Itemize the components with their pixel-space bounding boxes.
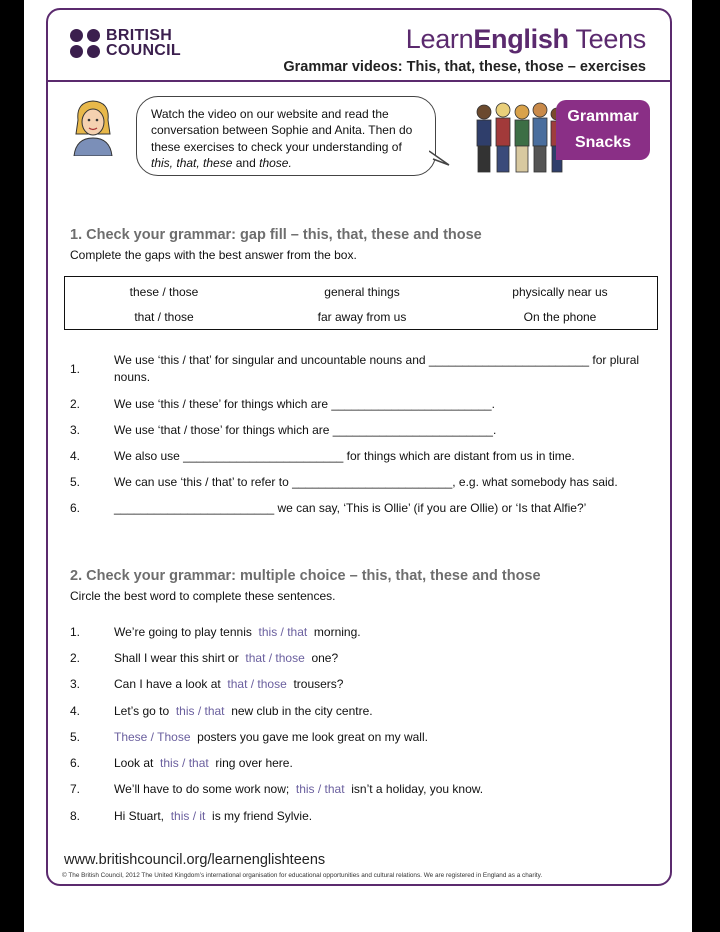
- sheet-title: Grammar videos: This, that, these, those – exercises: [283, 59, 646, 75]
- mc-number: 1.: [70, 625, 81, 639]
- footer-url[interactable]: www.britishcouncil.org/learnenglishteens: [64, 852, 326, 868]
- mc-option[interactable]: this / it: [170, 809, 206, 823]
- teacher-avatar-icon: [68, 98, 118, 156]
- gapfill-number: 4.: [70, 449, 81, 463]
- box-option: On the phone: [523, 310, 597, 324]
- intro-speech-bubble: Watch the video on our website and read the conversation between Sophie and Anita. Then do these exercises to check your understanding of this, that, these and those.: [136, 96, 436, 176]
- gapfill-number: 6.: [70, 501, 81, 515]
- gapfill-sentence: We use ‘this / these’ for things which are ________________________.: [114, 397, 495, 411]
- gapfill-sentence: We also use ________________________ for things which are distant from us in time.: [114, 449, 575, 463]
- mc-number: 3.: [70, 677, 81, 691]
- mc-sentence: Can I have a look at that / those trousers?: [114, 677, 344, 691]
- mc-sentence: Hi Stuart, this / it is my friend Sylvie.: [114, 809, 313, 823]
- mc-sentence: Let’s go to this / that new club in the city centre.: [114, 704, 373, 718]
- mc-option[interactable]: this / that: [258, 625, 308, 639]
- bubble-tail-icon: [429, 149, 451, 167]
- mc-sentence: Shall I wear this shirt or that / those one?: [114, 651, 339, 665]
- mc-number: 5.: [70, 730, 81, 744]
- logo-line1: BRITISH: [106, 27, 173, 44]
- gapfill-number: 5.: [70, 475, 81, 489]
- box-option: these / those: [129, 285, 199, 299]
- gapfill-number: 2.: [70, 397, 81, 411]
- section1-title: 1. Check your grammar: gap fill – this, that, these and those: [70, 227, 482, 243]
- box-option: that / those: [134, 310, 194, 324]
- mc-option[interactable]: that / those: [245, 651, 305, 665]
- mc-option[interactable]: this / that: [175, 704, 225, 718]
- mc-number: 6.: [70, 756, 81, 770]
- footer-copyright: © The British Council, 2012 The United Kingdom’s international organisation for educational opportunities and cultural relations. We are registered in England as a charity.: [62, 872, 543, 879]
- learnenglish-teens-brand: LearnEnglish Teens: [405, 24, 646, 54]
- gapfill-number: 3.: [70, 423, 81, 437]
- mc-option[interactable]: These / Those: [114, 730, 191, 744]
- grammar-snacks-badge: Grammar Snacks: [556, 100, 650, 160]
- box-option: general things: [324, 285, 400, 299]
- mc-option[interactable]: this / that: [160, 756, 209, 770]
- gapfill-sentence: We use ‘this / that’ for singular and uncountable nouns and ________________________ for plural nouns.: [114, 353, 640, 384]
- mc-option[interactable]: this / that: [295, 782, 345, 796]
- logo-dots-icon: [70, 29, 101, 58]
- mc-number: 2.: [70, 651, 81, 665]
- teen-group-illustration-icon: [470, 98, 566, 174]
- gapfill-number: 1.: [70, 362, 81, 376]
- mc-option[interactable]: that / those: [227, 677, 287, 691]
- logo-line2: COUNCIL: [106, 42, 181, 59]
- word-box: [64, 276, 658, 330]
- mc-sentence: Look at this / that ring over here.: [114, 756, 293, 770]
- gapfill-sentence: We use ‘that / those’ for things which are ________________________.: [114, 423, 497, 437]
- section2-title: 2. Check your grammar: multiple choice – this, that, these and those: [70, 568, 541, 584]
- mc-number: 7.: [70, 782, 81, 796]
- british-council-logo: [70, 28, 181, 58]
- box-option: far away from us: [317, 310, 407, 324]
- mc-number: 8.: [70, 809, 81, 823]
- section1-instruction: Complete the gaps with the best answer from the box.: [70, 248, 357, 262]
- mc-number: 4.: [70, 704, 81, 718]
- header-divider: [48, 80, 670, 82]
- gapfill-sentence: ________________________ we can say, ‘This is Ollie’ (if you are Ollie) or ‘Is that Alfie?’: [114, 501, 587, 515]
- gapfill-sentence: We can use ‘this / that’ to refer to ________________________, e.g. what somebody has said.: [114, 475, 618, 489]
- mc-sentence: These / Those posters you gave me look great on my wall.: [114, 730, 428, 744]
- section2-instruction: Circle the best word to complete these sentences.: [70, 589, 336, 603]
- mc-sentence: We’re going to play tennis this / that morning.: [114, 625, 361, 639]
- box-option: physically near us: [512, 285, 608, 299]
- mc-sentence: We’ll have to do some work now; this / that isn’t a holiday, you know.: [114, 782, 484, 796]
- worksheet-page: [24, 0, 692, 932]
